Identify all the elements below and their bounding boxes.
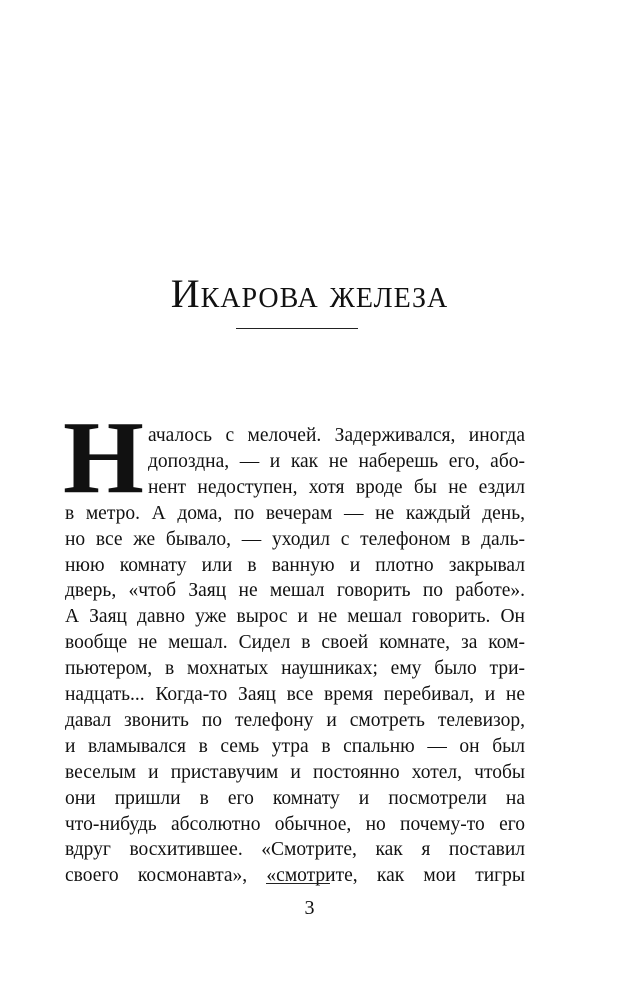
text-line: вообще не мешал. Сидел в своей комнате, за ком- bbox=[65, 632, 525, 654]
text-line: вдруг восхитившее. «Смотрите, как я поставил bbox=[65, 839, 525, 861]
text-line: но все же бывало, — уходил с телефоном в даль- bbox=[65, 528, 525, 550]
page-number: 3 bbox=[304, 897, 315, 919]
text-line: своего космонавта», «смотрите, как мои тигры bbox=[65, 865, 525, 887]
text-line: веселым и приставучим и постоянно хотел, чтобы bbox=[65, 761, 525, 783]
title-divider bbox=[236, 328, 358, 329]
drop-cap: Н bbox=[63, 400, 144, 515]
text-line: давал звонить по телефону и смотреть телевизор, bbox=[65, 709, 525, 731]
text-line: в метро. А дома, по вечерам — не каждый день, bbox=[65, 502, 525, 524]
text-line: нент недоступен, хотя вроде бы не ездил bbox=[148, 476, 525, 498]
text-line: они пришли в его комнату и посмотрели на bbox=[65, 787, 525, 809]
text-line: пьютером, в мохнатых наушниках; ему было три- bbox=[65, 658, 525, 680]
chapter-title: Икарова железа bbox=[170, 271, 449, 316]
text-line: ачалось с мелочей. Задерживался, иногда bbox=[148, 425, 525, 446]
text-line: надцать... Когда-то Заяц все время перебивал, и не bbox=[65, 684, 525, 705]
footer-divider bbox=[266, 883, 330, 884]
text-line: допоздна, — и как не наберешь его, або- bbox=[148, 450, 525, 472]
text-line: нюю комнату или в ванную и плотно закрывал bbox=[65, 554, 525, 576]
text-line: дверь, «чтоб Заяц не мешал говорить по работе». bbox=[65, 580, 525, 602]
text-line: что-нибудь абсолютно обычное, но почему-то его bbox=[65, 813, 525, 835]
text-line: А Заяц давно уже вырос и не мешал говорить. Он bbox=[65, 606, 525, 628]
text-line: и вламывался в семь утра в спальню — он был bbox=[65, 735, 525, 757]
